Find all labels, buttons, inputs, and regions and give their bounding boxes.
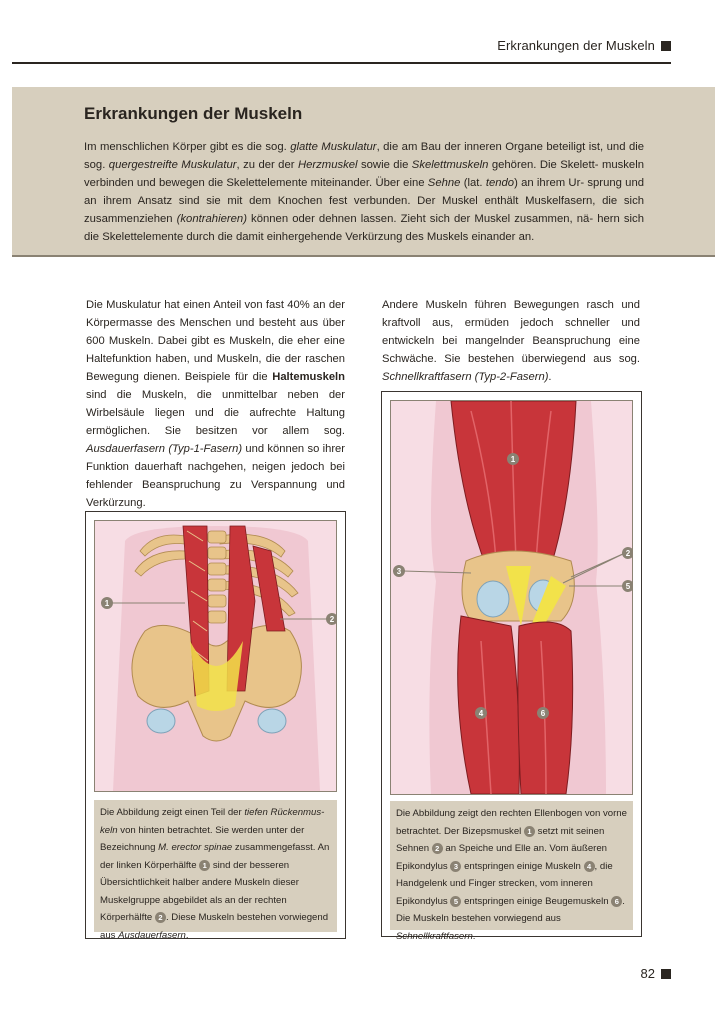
back-marker-2: 2 — [329, 615, 335, 624]
elbow-marker-2: 2 — [625, 549, 631, 558]
caption-marker-6: 6 — [611, 896, 622, 907]
right-column-text: Andere Muskeln führen Bewegungen rasch und kraftvoll aus, ermüden jedoch schneller und entwickeln bei mangelnder Beanspruchung eine Schwäche. Sie bestehen überwiegend aus sog. Schnellkraftfasern (Typ-2-Fasern). — [382, 299, 640, 383]
elbow-marker-3: 3 — [396, 567, 402, 576]
back-marker-1: 1 — [104, 599, 110, 608]
caption-marker-1: 1 — [524, 826, 535, 837]
elbow-marker-5: 5 — [625, 582, 631, 591]
elbow-marker-6: 6 — [540, 709, 546, 718]
caption-marker-1: 1 — [199, 860, 210, 871]
intro-title: Erkrankungen der Muskeln — [84, 104, 303, 123]
elbow-marker-1: 1 — [510, 455, 516, 464]
footer-square-icon — [661, 969, 671, 979]
intro-text: Im menschlichen Körper gibt es die sog. glatte Muskulatur, die am Bau der inneren Organe beteiligt ist, und die sog. quergestreifte Muskulatur, zu der der Herzmuskel sowie die Skelettmuskeln gehören. Die Skelett- muskeln verbinden und bewegen die Skelettelemente miteinander. Über eine Sehne (lat. tendo) an ihrem Ur- sprung und an ihrem Ansatz sind sie mit dem Knochen fest verbunden. Der Muskel enthält Muskelfasern, die sich zusammenziehen (kontrahieren) können oder dehnen lassen. Zieht sich der Muskel zusammen, nä- hern sich die Skelettelemente durch die damit einhergehende Verkürzung des Muskels einander an. — [84, 141, 645, 243]
elbow-marker-4: 4 — [478, 709, 484, 718]
header-rule — [12, 62, 671, 64]
elbow-illustration — [390, 400, 633, 795]
caption-marker-2: 2 — [432, 843, 443, 854]
figure-back-caption: Die Abbildung zeigt einen Teil der tiefen Rückenmus-keln von hinten betrachtet. Sie werden unter der Bezeichnung M. erector spinae zusammengefasst. An der linken Körperhälfte 1 sind der besseren Übersichtlichkeit halber andere Muskeln dieser Muskelgruppe abgebildet als an der rechten Körperhälfte 2 . Diese Muskeln bestehen vorwiegend aus Ausdauerfasern. — [94, 800, 337, 932]
page-number: 82 — [641, 966, 671, 981]
figure-elbow — [381, 391, 642, 942]
intro-box — [12, 87, 715, 257]
back-muscles-illustration — [94, 520, 337, 792]
caption-marker-2: 2 — [155, 912, 166, 923]
running-title: Erkrankungen der Muskeln — [497, 38, 655, 53]
left-column-text: Die Muskulatur hat einen Anteil von fast 40% an der Körpermasse des Menschen und besteht aus über 600 Muskeln. Dabei gibt es Muskeln, die eher eine Haltefunktion haben, und Muskeln, die der raschen Bewegung dienen. Beispiele für die Haltemuskeln sind die Muskeln, die unmittelbar neben der Wirbelsäule liegen und die aufrechte Haltung ermöglichen. Sie besitzen vor allem sog. Ausdauerfasern (Typ-1-Fasern) und können so ihrer Funktion dauerhaft nachgehen, neigen jedoch bei fehlender Beanspruchung zu Verspannung und Verkürzung. — [86, 299, 346, 509]
caption-marker-3: 3 — [450, 861, 461, 872]
figure-elbow-caption: Die Abbildung zeigt den rechten Ellenbogen von vorne betrachtet. Der Bizepsmuskel 1 setzt mit seinen Sehnen 2 an Speiche und Elle an. Vom äußeren Epikondylus 3 entspringen einige Muskeln 4 , die Handgelenk und Finger strecken, vom inneren Epikondylus 5 entspringen einige Beugemuskeln 6 . Die Muskeln bestehen vorwiegend aus Schnellkraftfasern. — [390, 801, 633, 930]
caption-marker-5: 5 — [450, 896, 461, 907]
caption-marker-4: 4 — [584, 861, 595, 872]
figure-back-muscles — [85, 511, 346, 939]
header-square-icon — [661, 41, 671, 51]
running-header — [0, 38, 671, 53]
